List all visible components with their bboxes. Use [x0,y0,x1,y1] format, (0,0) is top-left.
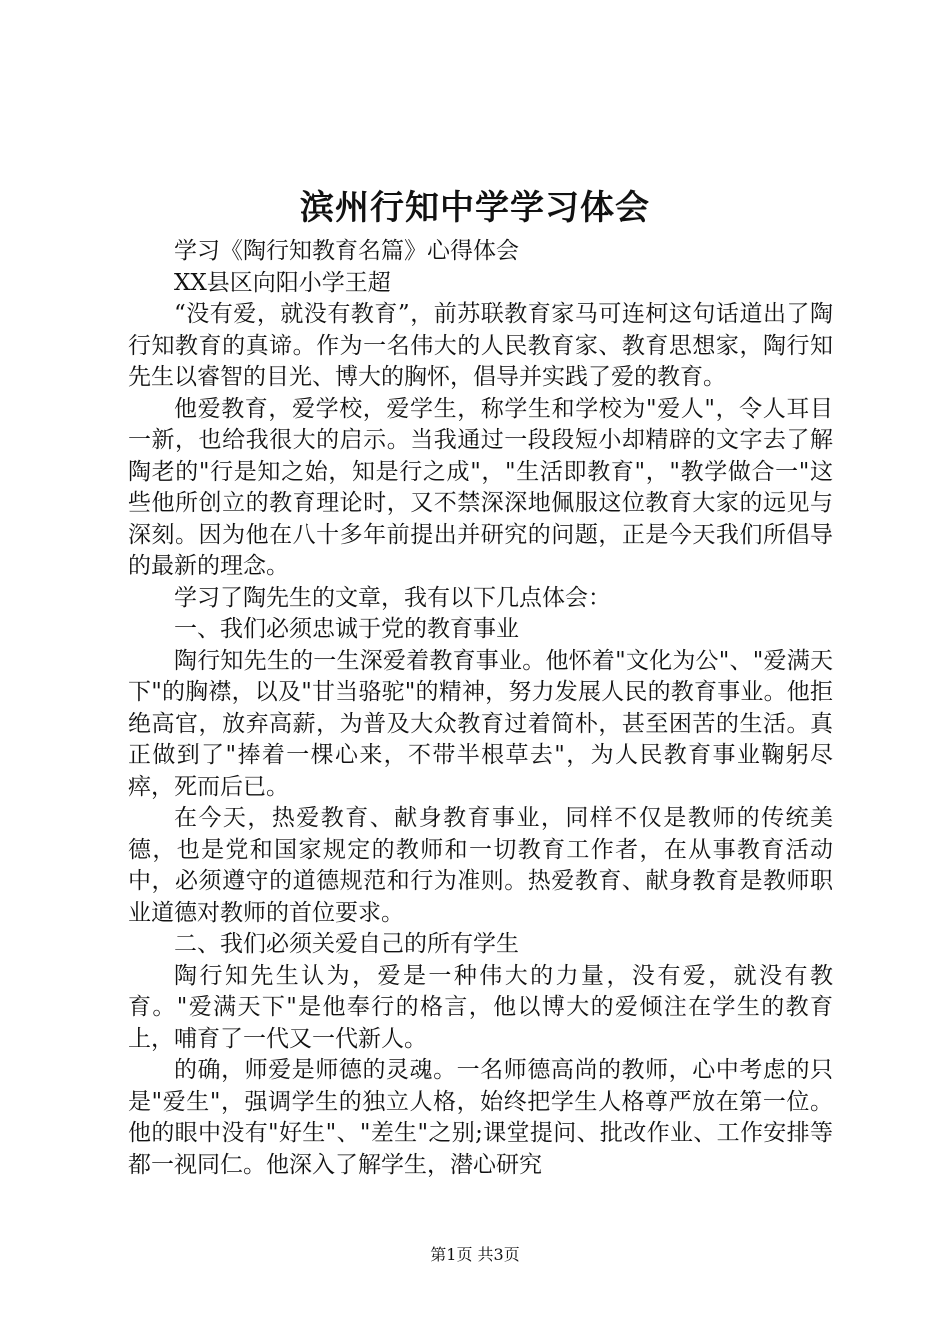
document-title: 滨州行知中学学习体会 [300,188,650,228]
paragraph: 他爱教育，爱学校，爱学生，称学生和学校为"爱人"，令人耳目一新，也给我很大的启示。当我通过一段段短小却精辟的文字去了解陶老的"行是知之始，知是行之成"，"生活即教育"，"教学做合一"这些他所创立的教育理论时，又不禁深深地佩服这位教育大家的远见与深刻。因为他在八十多年前提出并研究的问题，正是今天我们所倡导的最新的理念。 [128,395,833,579]
paragraph: 在今天，热爱教育、献身教育事业，同样不仅是教师的传统美德，也是党和国家规定的教师和一切教育工作者，在从事教育活动中，必须遵守的道德规范和行为准则。热爱教育、献身教育是教师职业道德对教师的首位要求。 [128,805,833,926]
paragraph: 的确，师爱是师德的灵魂。一名师德高尚的教师，心中考虑的只是"爱生"，强调学生的独立人格，始终把学生人格尊严放在第一位。他的眼中没有"好生"、"差生"之别;课堂提问、批改作业、工作安排等都一视同仁。他深入了解学生，潜心研究 [128,1057,833,1178]
page-number-footer: 第1页 共3页 [430,1245,520,1264]
paragraph: 学习了陶先生的文章，我有以下几点体会： [174,584,611,611]
section-heading: 一、我们必须忠诚于党的教育事业 [174,616,519,642]
paragraph-subtitle: 学习《陶行知教育名篇》心得体会 [174,238,519,264]
paragraph: 陶行知先生的一生深爱着教育事业。他怀着"文化为公"、"爱满天下"的胸襟，以及"甘当骆驼"的精神，努力发展人民的教育事业。他拒绝高官，放弃高薪，为普及大众教育过着简朴，甚至困苦的生活。真正做到了"捧着一棵心来，不带半根草去"，为人民教育事业鞠躬尽瘁，死而后已。 [128,647,833,800]
paragraph-author: XX县区向阳小学王超 [174,269,391,296]
section-heading: 二、我们必须关爱自己的所有学生 [174,931,519,957]
paragraph: “没有爱，就没有教育”，前苏联教育家马可连柯这句话道出了陶行知教育的真谛。作为一名伟大的人民教育家、教育思想家，陶行知先生以睿智的目光、博大的胸怀，倡导并实践了爱的教育。 [128,301,833,390]
paragraph: 陶行知先生认为，爱是一种伟大的力量，没有爱，就没有教育。"爱满天下"是他奉行的格言，他以博大的爱倾注在学生的教育上，哺育了一代又一代新人。 [128,962,833,1052]
document-body [128,236,833,1181]
